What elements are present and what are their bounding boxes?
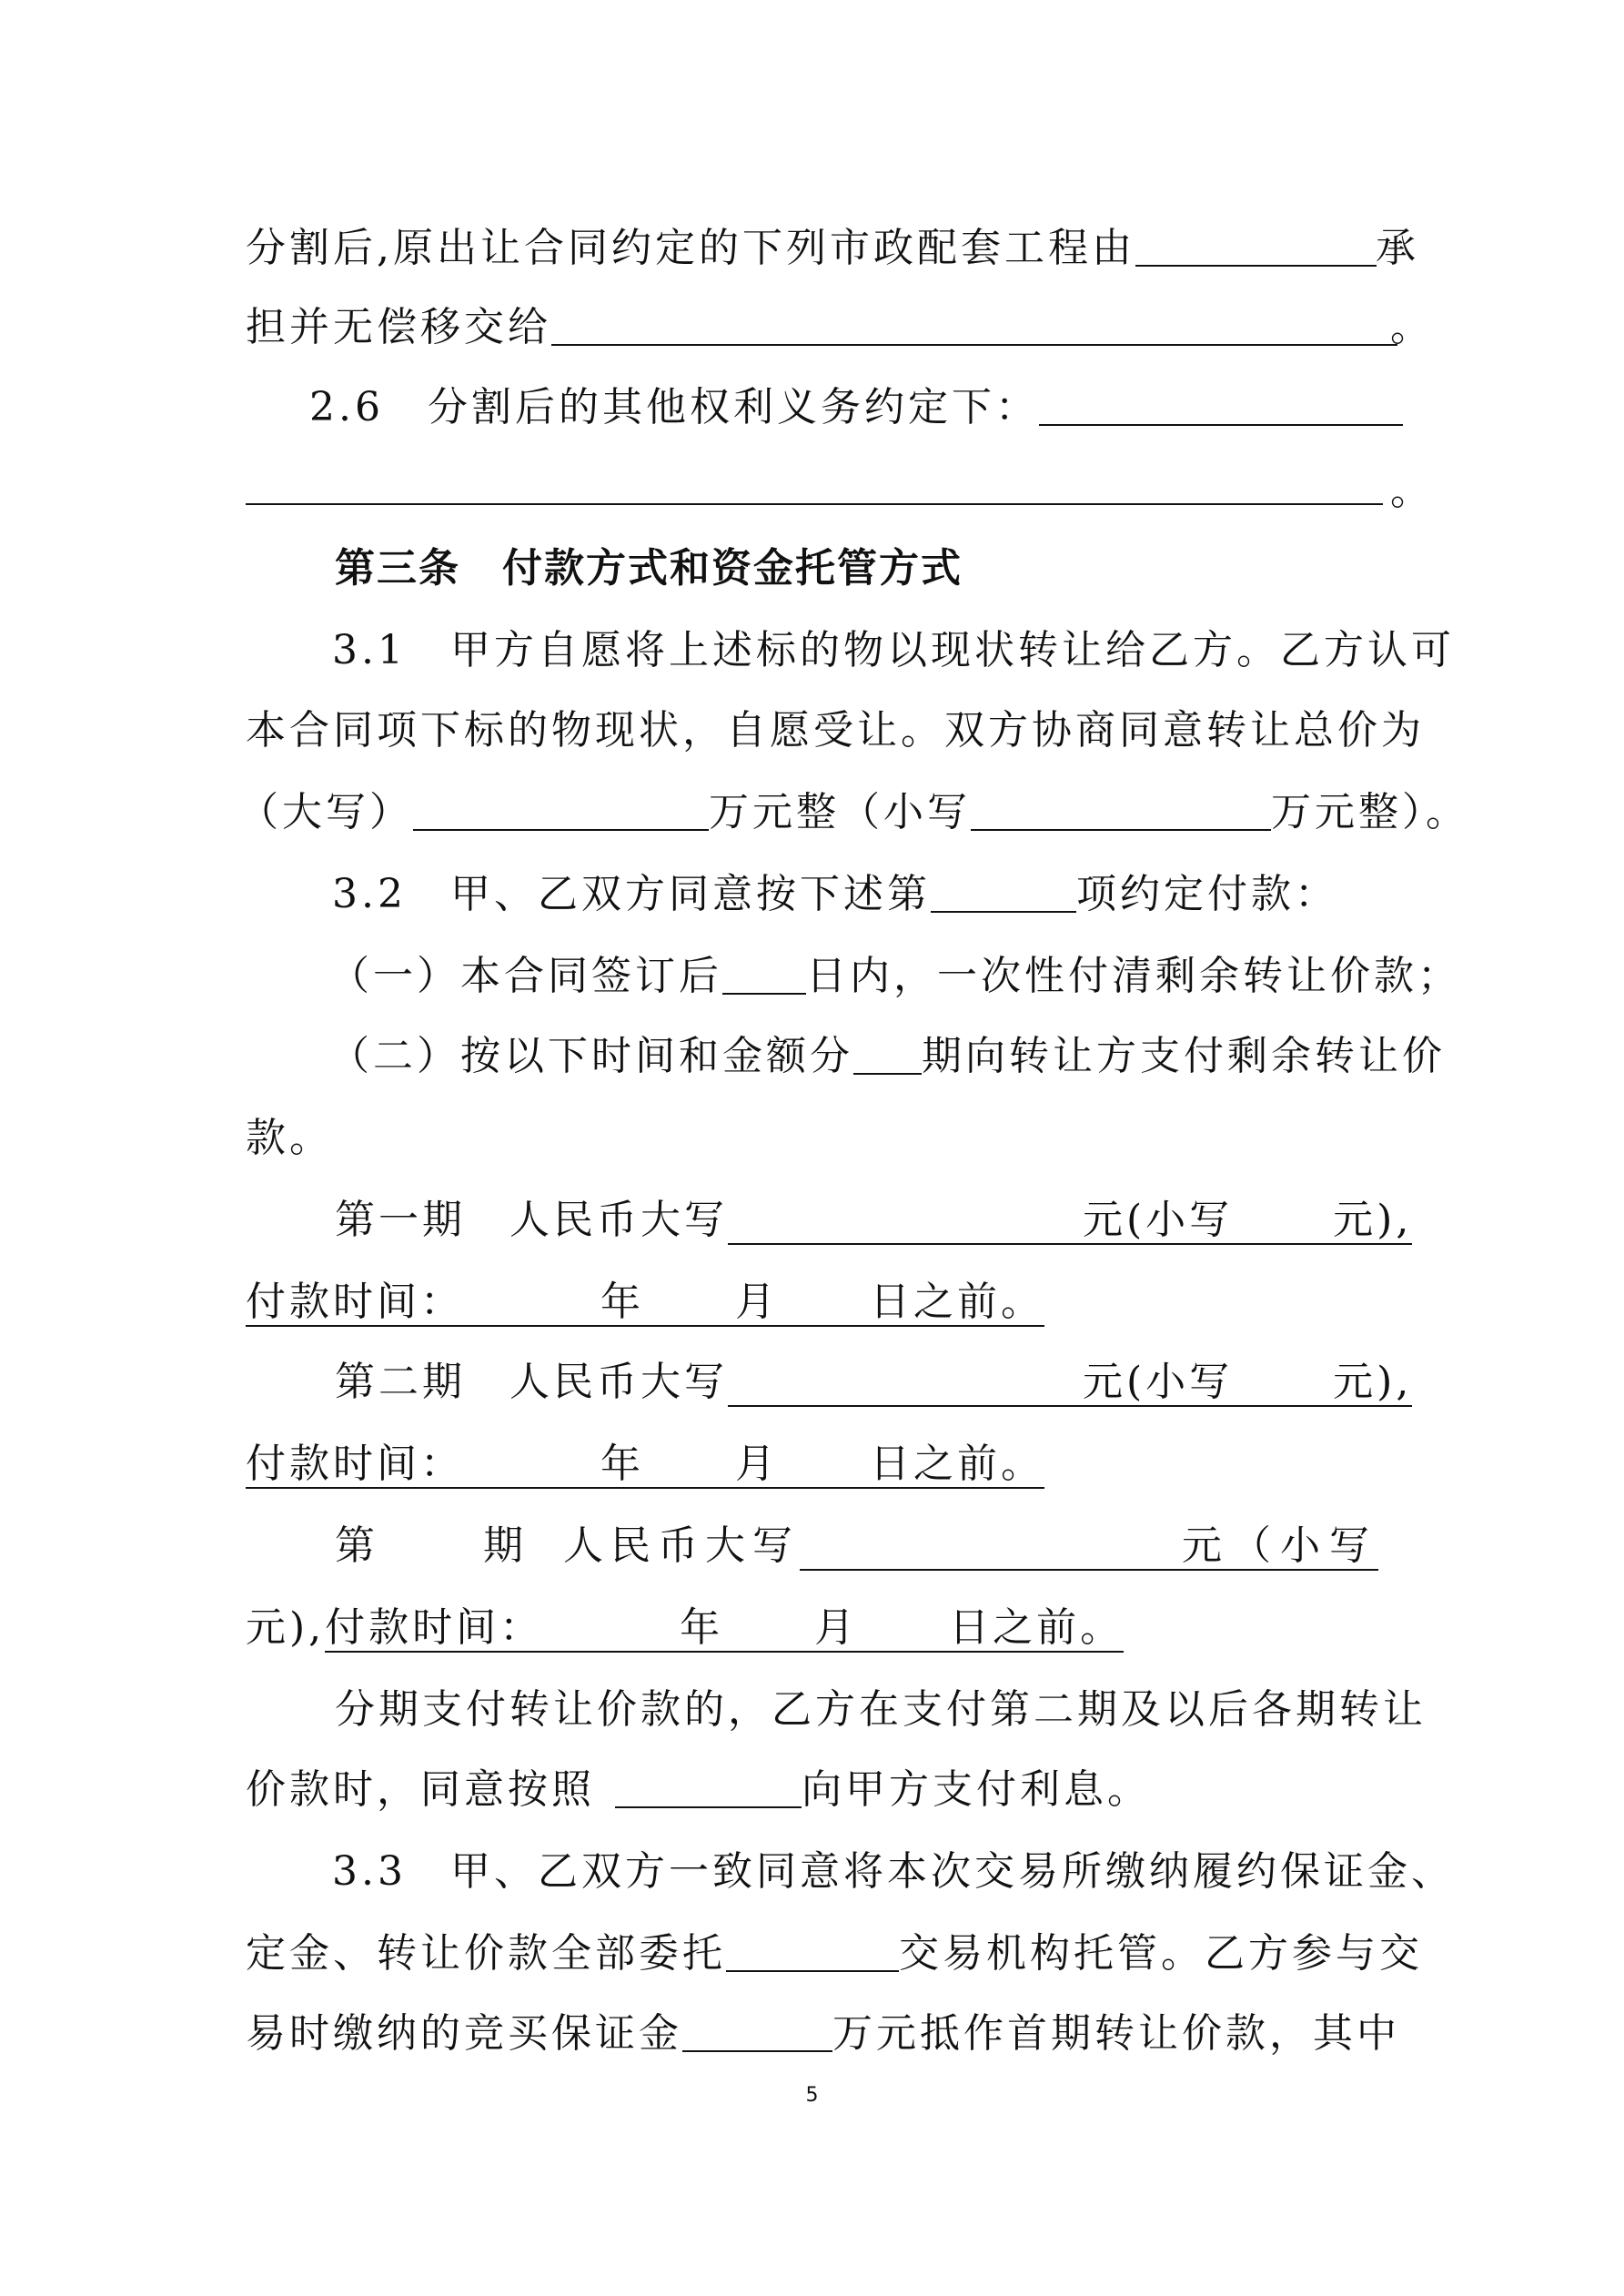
days-blank xyxy=(722,951,806,995)
blank-field xyxy=(1039,382,1403,426)
blank-field xyxy=(1135,223,1377,267)
total-price-figures-blank xyxy=(971,787,1271,831)
clause-3-3-line-1: 3.3 甲、乙双方一致同意将本次交易所缴纳履约保证金、 xyxy=(332,1848,1455,1895)
instalment-paragraph-line-2: 价款时，同意按照 向甲方支付利息。 xyxy=(246,1766,1151,1813)
clause-3-3-line-3: 易时缴纳的竞买保证金 万元抵作首期转让价款，其中 xyxy=(246,2010,1400,2057)
installment-n-line-1: 第 期 人民币大写 元（小写 xyxy=(335,1522,1378,1569)
clause-2-6-line-2-end: 。 xyxy=(1390,468,1430,514)
clause-2-5-line-2: 担并无偿移交给 xyxy=(246,300,1397,355)
installment-1-line-2: 付款时间： 年 月 日之前。 xyxy=(246,1279,1044,1325)
installments-blank xyxy=(853,1031,922,1075)
blank-field xyxy=(246,461,1383,505)
instalment-paragraph-line-1: 分期支付转让价款的，乙方在支付第二期及以后各期转让 xyxy=(335,1686,1427,1733)
clause-3-1-line-2: 本合同项下标的物现状，自愿受让。双方协商同意转让总价为 xyxy=(246,707,1425,754)
clause-3-3-line-2: 定金、转让价款全部委托 交易机构托管。乙方参与交 xyxy=(246,1930,1423,1977)
clause-2-5-line-1-end: 承 xyxy=(1376,225,1416,271)
installment-2-line-1: 第二期 人民币大写 元(小写 元), xyxy=(335,1359,1413,1405)
installment-1-line-1: 第一期 人民币大写 元(小写 元), xyxy=(335,1197,1413,1243)
clause-3-1-line-3: （大写） 万元整（小写 万元整）。 xyxy=(238,789,1469,835)
installment-n-line-2: 元),付款时间： 年 月 日之前。 xyxy=(246,1604,1125,1651)
escrow-agency-blank xyxy=(726,1928,899,1972)
interest-basis-blank xyxy=(615,1765,802,1808)
installment-2-line-2: 付款时间： 年 月 日之前。 xyxy=(246,1441,1044,1487)
clause-2-6-line-1: 2.6 分割后的其他权利义务约定下： xyxy=(309,380,1403,435)
clause-2-5-line-1: 分割后,原出让合同约定的下列市政配套工程由 xyxy=(246,221,1377,276)
blank-field xyxy=(551,302,1397,346)
clause-2-6-line-2 xyxy=(246,460,1383,514)
clause-3-1-line-1: 3.1 甲方自愿将上述标的物以现状转让给乙方。乙方认可 xyxy=(332,627,1455,673)
option-1: （一）本合同签订后 日内，一次性付清剩余转让价款； xyxy=(329,953,1461,999)
payment-option-blank xyxy=(931,869,1076,913)
clause-2-5-line-2-end: 。 xyxy=(1390,304,1430,350)
page-number: 5 xyxy=(805,2084,819,2107)
clause-3-2: 3.2 甲、乙双方同意按下述第 项约定付款： xyxy=(332,871,1338,917)
option-2-line-2: 款。 xyxy=(246,1115,333,1161)
deposit-amount-blank xyxy=(682,2008,832,2052)
article-3-heading: 第三条 付款方式和资金托管方式 xyxy=(335,545,963,592)
option-2-line-1: （二）按以下时间和金额分 期向转让方支付剩余转让价 xyxy=(329,1033,1446,1079)
total-price-words-blank xyxy=(413,787,709,831)
